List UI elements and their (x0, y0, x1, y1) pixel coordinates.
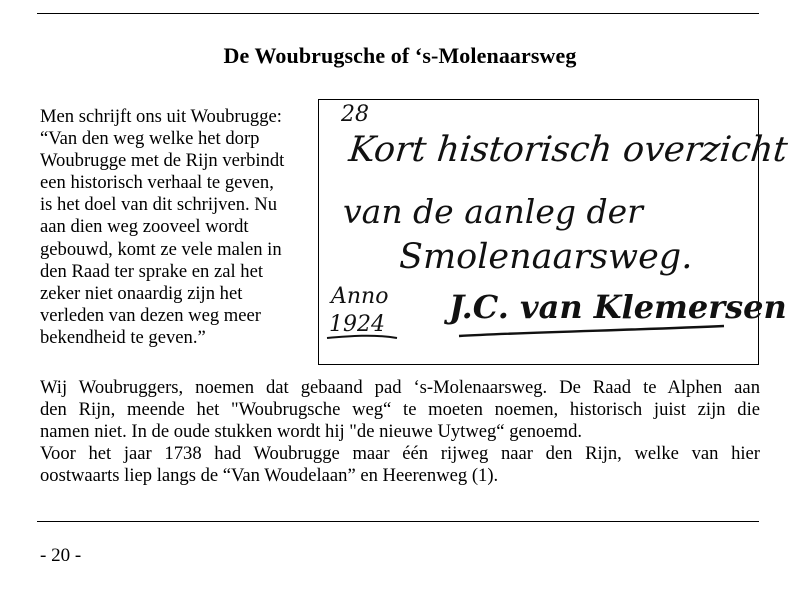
intro-line: is het doel van dit schrijven. Nu (40, 194, 278, 216)
note-number: 28 (341, 102, 369, 127)
intro-paragraph (40, 106, 318, 349)
body-line: oostwaarts liep langs de “Van Woudelaan” en Heerenweg (1). (40, 465, 499, 486)
intro-line: Men schrijft ons uit Woubrugge: (40, 106, 282, 127)
intro-line: gebouwd, komt ze vele malen in (40, 238, 282, 260)
body-paragraph (40, 377, 760, 487)
intro-line: aan dien weg zooveel wordt (40, 216, 249, 238)
note-year: 1924 (329, 312, 385, 337)
bottom-rule (37, 521, 759, 522)
intro-line: den Raad ter sprake en zal het (40, 260, 264, 282)
intro-line: Woubrugge met de Rijn verbindt (40, 150, 285, 172)
intro-line: verleden van dezen weg meer (40, 304, 261, 326)
note-line-3: Smolenaarsweg. (399, 237, 693, 277)
page-title: De Woubrugsche of ‘s-Molenaarsweg (223, 43, 577, 68)
body-line: namen niet. In de oude stukken wordt hij "de nieuwe Uytweg“ genoemd. (40, 421, 583, 442)
note-line-1: Kort historisch overzicht (346, 130, 790, 170)
note-anno: Anno (331, 284, 389, 309)
handwritten-note-image (318, 99, 790, 365)
intro-line: “Van den weg welke het dorp (40, 128, 260, 150)
note-signature: J.C. van Klemersen (449, 288, 787, 326)
intro-line: zeker niet onaardig zijn het (40, 282, 243, 304)
note-line-2: van de aanleg der (343, 192, 643, 231)
body-line: Wij Woubruggers, noemen dat gebaand pad ‘s-Molenaarsweg. De Raad te Alphen aan (40, 377, 760, 398)
body-line: Voor het jaar 1738 had Woubrugge maar één rijweg naar den Rijn, welke van hier (40, 443, 760, 464)
intro-line: een historisch verhaal te geven, (40, 172, 274, 194)
intro-line: bekendheid te geven.” (40, 326, 206, 348)
body-line: den Rijn, meende het "Woubrugsche weg“ te moeten noemen, historisch juist zijn die (40, 399, 760, 420)
top-rule (37, 13, 759, 14)
page-number: - 20 - (40, 545, 82, 566)
